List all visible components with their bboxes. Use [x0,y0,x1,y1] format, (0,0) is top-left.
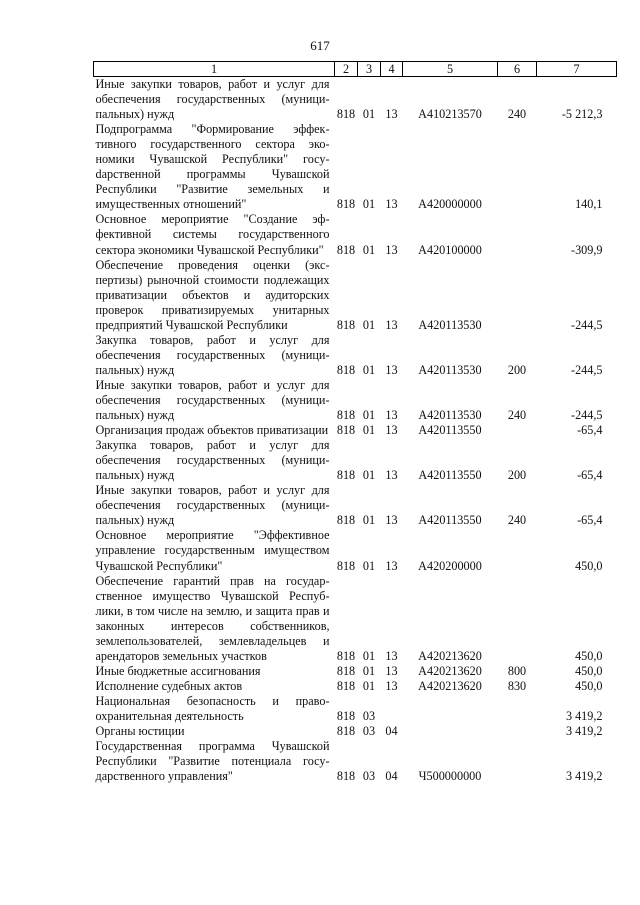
expense-type-code: 240 [507,408,527,423]
column-header: 2 [335,62,358,77]
subsection-code: 13 [385,107,398,122]
ministry-code: 818 [336,678,356,693]
ministry-code: 818 [336,242,356,257]
section-code: 01 [362,663,376,678]
ministry-code: 818 [336,423,356,438]
table-row [94,77,617,123]
table-row [94,212,617,257]
section-code: 01 [362,423,376,438]
target-article-code: А420113550 [418,423,482,438]
row-name: Закупка товаров, работ и услуг для обеспечения государственных (муниципальных) нужд [95,332,330,377]
column-header: 3 [358,62,381,77]
row-name: Органы юстиции [95,724,185,739]
ministry-code: 818 [336,468,356,483]
row-name: Исполнение судебных актов [95,678,243,693]
section-code: 01 [362,468,376,483]
table-row [94,438,617,483]
amount: 3 419,2 [565,769,603,784]
table-header-row [94,62,617,77]
budget-table [93,61,617,784]
target-article-code: А420113530 [418,362,482,377]
subsection-code: 13 [385,362,398,377]
column-header: 5 [403,62,498,77]
table-row [94,739,617,784]
subsection-code: 13 [385,558,398,573]
ministry-code: 818 [336,648,356,663]
row-name: Организация продаж объектов приватизации [95,423,329,438]
amount: 3 419,2 [565,724,603,739]
ministry-code: 818 [336,107,356,122]
row-name: Обеспечение проведения оценки (экспертизы) рыночной стоимости подлежащих приватизации объектов и аудиторских проверок приватизируемых унитарных предприятий Чувашской Республики [95,257,330,332]
expense-type-code: 200 [507,468,527,483]
table-row [94,333,617,378]
expense-type-code: 830 [507,678,527,693]
expense-type-code [498,212,537,257]
subsection-code [381,694,403,724]
ministry-code: 818 [336,558,356,573]
expense-type-code [498,574,537,664]
table-row [94,528,617,573]
section-code: 01 [362,648,376,663]
row-name: Иные закупки товаров, работ и услуг для обеспечения государственных (муниципальных) нужд [95,483,330,528]
column-header: 6 [498,62,537,77]
row-name: Закупка товаров, работ и услуг для обеспечения государственных (муниципальных) нужд [95,438,330,483]
target-article-code: А420113550 [418,468,482,483]
expense-type-code [498,739,537,784]
expense-type-code [498,724,537,739]
target-article-code: А420000000 [418,197,482,212]
amount: 3 419,2 [565,708,603,723]
section-code: 01 [362,242,376,257]
subsection-code: 13 [385,648,398,663]
row-name: Иные закупки товаров, работ и услуг для обеспечения государственных (муниципальных) нужд [95,77,330,122]
section-code: 01 [362,513,376,528]
table-row [94,423,617,438]
row-name: Подпрограмма "Формирование эффективного государственного сектора экономики Чувашской Республики" госуdарственной программы Чувашской Республики "Развитие земельных и имущественных отношений" [95,122,330,212]
row-name: Основное мероприятие "Создание эффективной системы государственного сектора экономики Чувашской Республики" [95,212,330,257]
table-row [94,574,617,664]
amount: 450,0 [575,678,603,693]
row-name: Основное мероприятие "Эффективное управление государственным имуществом Чувашской Республики" [95,528,330,573]
expense-type-code [498,423,537,438]
row-name: Обеспечение гарантий прав на государственное имущество Чувашской Республики, в том числе на землю, и защита прав и законных интересов собственников, землепользователей, землевладельцев и арендаторов земельных участков [95,573,330,663]
ministry-code: 818 [336,362,356,377]
expense-type-code [498,694,537,724]
section-code: 03 [362,708,376,723]
subsection-code: 13 [385,423,398,438]
ministry-code: 818 [336,317,356,332]
row-name: Иные бюджетные ассигнования [95,663,261,678]
subsection-code: 13 [385,468,398,483]
section-code: 01 [362,107,376,122]
amount: -65,4 [577,423,603,438]
subsection-code: 13 [385,317,398,332]
subsection-code: 13 [385,408,398,423]
table-row [94,664,617,679]
subsection-code: 13 [385,197,398,212]
expense-type-code: 240 [507,513,527,528]
section-code: 01 [362,408,376,423]
target-article-code: А420100000 [418,242,482,257]
ministry-code: 818 [336,408,356,423]
table-row [94,483,617,528]
target-article-code: Ч500000000 [418,769,482,784]
target-article-code: А420113550 [418,513,482,528]
amount: -309,9 [571,242,603,257]
expense-type-code: 240 [507,107,527,122]
target-article-code: А420113530 [418,408,482,423]
ministry-code: 818 [336,513,356,528]
subsection-code: 13 [385,678,398,693]
target-article-code: А420213620 [418,678,482,693]
expense-type-code: 200 [507,362,527,377]
row-name: Иные закупки товаров, работ и услуг для обеспечения государственных (муниципальных) нужд [95,377,330,423]
section-code: 01 [362,678,376,693]
expense-type-code [498,122,537,212]
amount: 450,0 [575,648,603,663]
table-row [94,122,617,212]
amount: -244,5 [571,362,603,377]
column-header: 4 [381,62,403,77]
expense-type-code [498,258,537,333]
ministry-code: 818 [336,708,356,723]
table-row [94,258,617,333]
target-article-code: А420113530 [418,317,482,332]
expense-type-code [498,528,537,573]
amount: -244,5 [571,408,603,423]
section-code: 03 [362,724,376,739]
ministry-code: 818 [336,663,356,678]
target-article-code [403,694,498,724]
section-code: 03 [362,769,376,784]
table-row [94,378,617,423]
amount: 450,0 [575,663,603,678]
amount: -65,4 [577,468,603,483]
subsection-code: 04 [385,724,398,739]
expense-type-code: 800 [507,663,527,678]
ministry-code: 818 [336,724,356,739]
row-name: Государственная программа Чувашской Республики "Развитие потенциала государственного управления" [95,739,330,784]
amount: 140,1 [575,197,603,212]
target-article-code [403,724,498,739]
row-name: Национальная безопасность и правоохранительная деятельность [95,693,330,723]
column-header: 7 [537,62,617,77]
section-code: 01 [362,558,376,573]
amount: -65,4 [577,513,603,528]
ministry-code: 818 [336,197,356,212]
subsection-code: 13 [385,663,398,678]
table-row [94,679,617,694]
section-code: 01 [362,362,376,377]
subsection-code: 13 [385,242,398,257]
amount: -5 212,3 [561,107,603,122]
table-row [94,694,617,724]
amount: 450,0 [575,558,603,573]
ministry-code: 818 [336,769,356,784]
target-article-code: А420213620 [418,663,482,678]
target-article-code: А410213570 [418,107,482,122]
target-article-code: А420200000 [418,558,482,573]
subsection-code: 04 [385,769,398,784]
column-header: 1 [94,62,335,77]
section-code: 01 [362,197,376,212]
page-number: 617 [310,38,330,53]
amount: -244,5 [571,317,603,332]
section-code: 01 [362,317,376,332]
subsection-code: 13 [385,513,398,528]
target-article-code: А420213620 [418,648,482,663]
table-row [94,724,617,739]
